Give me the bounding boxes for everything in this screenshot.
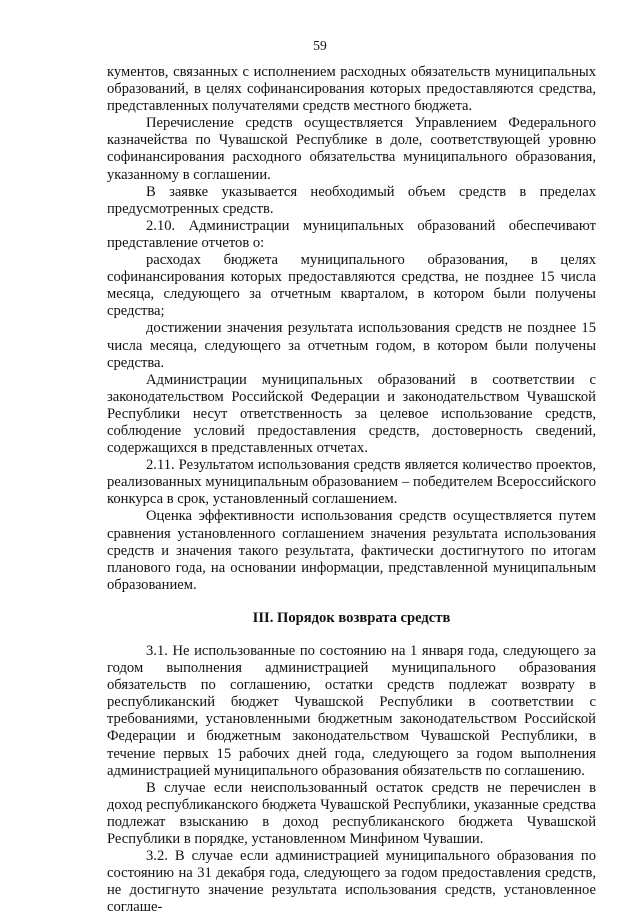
paragraph: 2.10. Администрации муниципальных образований обеспечивают представление отчетов о: [107, 217, 596, 251]
paragraph: 3.2. В случае если администрацией муниципального образования по состоянию на 31 декабря года, следующего за годом предоставления средств, не достигнуто значение результата использования средств, установленное соглаше- [107, 848, 596, 916]
paragraph: Администрации муниципальных образований в соответствии с законодательством Российской Федерации и законодательством Чувашской Республики несут ответственность за целевое использование средств, соблюдение условий предоставления средств, достоверность сведений, содержащихся в представленных отчетах. [107, 371, 596, 457]
paragraph: 3.1. Не использованные по состоянию на 1 января года, следующего за годом выполнения администрацией муниципального образования обязательств по соглашению, остатки средств подлежат возврату в республиканский бюджет Чувашской Республики в соответствии с требованиями, установленными бюджетным законодательством Российской Федерации и бюджетным законодательством Чувашской Республики, в течение первых 15 рабочих дней года, следующего за годом выполнения администрацией муниципального образования обязательств по соглашению. [107, 643, 596, 779]
paragraph: 2.11. Результатом использования средств является количество проектов, реализованных муниципальным образованием – победителем Всероссийского конкурса в срок, установленный соглашением. [107, 457, 596, 508]
paragraph: достижении значения результата использования средств не позднее 15 числа месяца, следующего за отчетным годом, в котором были получены средства. [107, 320, 596, 371]
document-body [107, 64, 596, 917]
paragraph: расходах бюджета муниципального образования, в целях софинансирования которых предоставляются средства, не позднее 15 числа месяца, следующего за отчетным кварталом, в котором были получены средства; [107, 252, 596, 320]
paragraph: кументов, связанных с исполнением расходных обязательств муниципальных образований, в целях софинансирования которых предоставляются средства, представленных получателями средств местного бюджета. [107, 64, 596, 115]
paragraph: В случае если неиспользованный остаток средств не перечислен в доход республиканского бюджета Чувашской Республики, указанные средства подлежат взысканию в доход республиканского бюджета Чувашской Республики в порядке, установленном Минфином Чувашии. [107, 779, 596, 848]
paragraph: В заявке указывается необходимый объем средств в пределах предусмотренных средств. [107, 183, 596, 217]
section-heading: III. Порядок возврата средств [252, 609, 451, 626]
page-number: 59 [313, 38, 327, 53]
paragraph: Перечисление средств осуществляется Управлением Федерального казначейства по Чувашской Республике в доле, соответствующей уровню софинансирования расходного обязательства муниципального образования, указанному в соглашении. [107, 115, 596, 183]
paragraph: Оценка эффективности использования средств осуществляется путем сравнения установленного соглашением значения результата использования средств и значения такого результата, фактически достигнутого по итогам планового года, на основании информации, представленной муниципальным образованием. [107, 508, 596, 593]
